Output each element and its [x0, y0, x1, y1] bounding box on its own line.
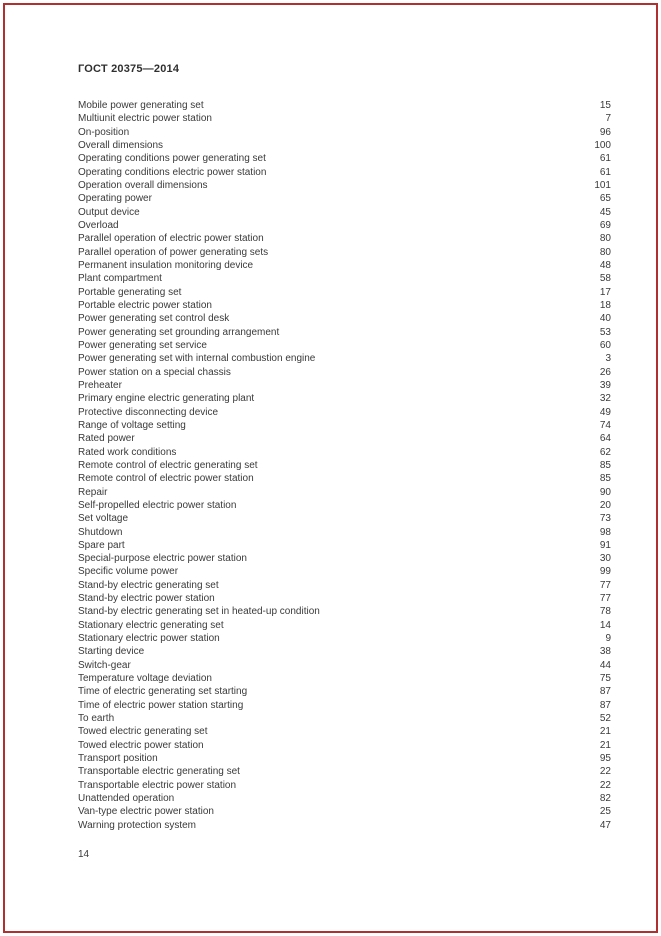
index-entry — [78, 579, 611, 592]
entry-term: Transportable electric generating set — [78, 766, 240, 778]
entry-number: 30 — [599, 553, 611, 565]
entry-number: 53 — [599, 326, 611, 338]
index-entry — [78, 126, 611, 139]
entry-number: 96 — [599, 126, 611, 138]
entry-term: Unattended operation — [78, 793, 175, 805]
document-title: ГОСТ 20375—2014 — [78, 63, 180, 75]
index-entry — [78, 739, 611, 752]
entry-term: Portable electric power station — [78, 299, 212, 311]
index-entry — [78, 819, 611, 832]
entry-number: 25 — [599, 806, 611, 818]
entry-term: Spare part — [78, 539, 125, 551]
entry-term: Stand-by electric generating set in heated-up condition — [78, 606, 320, 618]
entry-term: Operation overall dimensions — [78, 179, 208, 191]
entry-term: Shutdown — [78, 526, 123, 538]
entry-number: 78 — [599, 606, 611, 618]
entry-term: Special-purpose electric power station — [78, 553, 247, 565]
entry-number: 62 — [599, 446, 611, 458]
entry-term: Stand-by electric power station — [78, 593, 215, 605]
entry-number: 44 — [599, 659, 611, 671]
entry-number: 69 — [599, 219, 611, 231]
index-entry — [78, 632, 611, 645]
index-entry — [78, 366, 611, 379]
index-entry — [78, 779, 611, 792]
entry-number: 21 — [599, 726, 611, 738]
index-entry — [78, 99, 611, 112]
index-entry — [78, 752, 611, 765]
entry-term: Remote control of electric power station — [78, 473, 254, 485]
entry-term: Switch-gear — [78, 659, 131, 671]
entry-number: 85 — [599, 459, 611, 471]
index-entry — [78, 166, 611, 179]
entry-number: 77 — [599, 579, 611, 591]
entry-number: 80 — [599, 233, 611, 245]
index-entry — [78, 765, 611, 778]
entry-term: Overload — [78, 219, 119, 231]
entry-term: Preheater — [78, 379, 122, 391]
entry-number: 40 — [599, 313, 611, 325]
page-content — [78, 63, 611, 832]
entry-term: Stationary electric generating set — [78, 619, 224, 631]
entry-number: 60 — [599, 339, 611, 351]
index-entry — [78, 392, 611, 405]
index-entry — [78, 192, 611, 205]
entry-term: Output device — [78, 206, 140, 218]
entry-term: Protective disconnecting device — [78, 406, 219, 418]
entry-number: 58 — [599, 273, 611, 285]
entry-number: 90 — [599, 486, 611, 498]
index-entry — [78, 219, 611, 232]
entry-term: Time of electric generating set starting — [78, 686, 248, 698]
index-entry — [78, 379, 611, 392]
page-number: 14 — [78, 849, 90, 860]
entry-number: 85 — [599, 473, 611, 485]
entry-number: 77 — [599, 593, 611, 605]
entry-term: Overall dimensions — [78, 139, 164, 151]
entry-term: Plant compartment — [78, 273, 162, 285]
index-entry — [78, 246, 611, 259]
entry-term: To earth — [78, 713, 115, 725]
entry-term: Operating conditions power generating set — [78, 153, 266, 165]
index-entry — [78, 699, 611, 712]
entry-number: 9 — [605, 633, 611, 645]
entry-number: 21 — [599, 739, 611, 751]
entry-term: Portable generating set — [78, 286, 182, 298]
entry-number: 3 — [605, 353, 611, 365]
index-entry — [78, 605, 611, 618]
entry-number: 7 — [605, 113, 611, 125]
entry-term: Operating power — [78, 193, 152, 205]
entry-number: 48 — [599, 259, 611, 271]
entry-number: 61 — [599, 166, 611, 178]
entry-number: 91 — [599, 539, 611, 551]
entry-number: 73 — [599, 513, 611, 525]
index-entry — [78, 179, 611, 192]
entry-number: 39 — [599, 379, 611, 391]
entry-term: Warning protection system — [78, 819, 197, 831]
alphabetical-index-list — [78, 99, 611, 832]
index-entry — [78, 339, 611, 352]
entry-number: 74 — [599, 419, 611, 431]
index-entry — [78, 139, 611, 152]
index-entry — [78, 259, 611, 272]
index-entry — [78, 472, 611, 485]
index-entry — [78, 672, 611, 685]
entry-number: 65 — [599, 193, 611, 205]
index-entry — [78, 232, 611, 245]
index-entry — [78, 272, 611, 285]
index-entry — [78, 206, 611, 219]
entry-term: Starting device — [78, 646, 145, 658]
entry-term: Remote control of electric generating set — [78, 459, 258, 471]
index-entry — [78, 552, 611, 565]
index-entry — [78, 565, 611, 578]
entry-term: Range of voltage setting — [78, 419, 186, 431]
index-entry — [78, 112, 611, 125]
index-entry — [78, 512, 611, 525]
entry-term: Power generating set grounding arrangement — [78, 326, 280, 338]
index-entry — [78, 499, 611, 512]
index-entry — [78, 805, 611, 818]
index-entry — [78, 299, 611, 312]
entry-term: Power generating set control desk — [78, 313, 230, 325]
entry-number: 80 — [599, 246, 611, 258]
entry-number: 14 — [599, 619, 611, 631]
entry-number: 26 — [599, 366, 611, 378]
entry-number: 49 — [599, 406, 611, 418]
index-entry — [78, 419, 611, 432]
entry-number: 47 — [599, 819, 611, 831]
entry-number: 61 — [599, 153, 611, 165]
entry-term: Temperature voltage deviation — [78, 673, 212, 685]
entry-number: 45 — [599, 206, 611, 218]
index-entry — [78, 326, 611, 339]
entry-term: Parallel operation of electric power station — [78, 233, 264, 245]
entry-term: Permanent insulation monitoring device — [78, 259, 254, 271]
index-entry — [78, 645, 611, 658]
entry-number: 22 — [599, 779, 611, 791]
entry-term: Parallel operation of power generating sets — [78, 246, 269, 258]
index-entry — [78, 792, 611, 805]
entry-term: Stationary electric power station — [78, 633, 220, 645]
index-entry — [78, 459, 611, 472]
entry-term: Rated work conditions — [78, 446, 177, 458]
entry-number: 75 — [599, 673, 611, 685]
entry-number: 100 — [594, 139, 611, 151]
entry-number: 99 — [599, 566, 611, 578]
entry-term: Self-propelled electric power station — [78, 499, 237, 511]
index-entry — [78, 539, 611, 552]
entry-number: 87 — [599, 699, 611, 711]
entry-term: Stand-by electric generating set — [78, 579, 219, 591]
index-entry — [78, 406, 611, 419]
entry-number: 38 — [599, 646, 611, 658]
index-entry — [78, 592, 611, 605]
index-entry — [78, 712, 611, 725]
entry-term: Towed electric power station — [78, 739, 204, 751]
entry-term: Van-type electric power station — [78, 806, 214, 818]
index-entry — [78, 526, 611, 539]
entry-term: Power generating set with internal combustion engine — [78, 353, 316, 365]
index-entry — [78, 432, 611, 445]
index-entry — [78, 446, 611, 459]
entry-term: Rated power — [78, 433, 135, 445]
entry-term: Power generating set service — [78, 339, 207, 351]
index-entry — [78, 486, 611, 499]
entry-number: 98 — [599, 526, 611, 538]
entry-term: Repair — [78, 486, 108, 498]
entry-term: Towed electric generating set — [78, 726, 208, 738]
entry-number: 82 — [599, 793, 611, 805]
index-entry — [78, 312, 611, 325]
entry-term: Transport position — [78, 753, 158, 765]
entry-term: Time of electric power station starting — [78, 699, 244, 711]
entry-number: 52 — [599, 713, 611, 725]
index-entry — [78, 152, 611, 165]
entry-term: On-position — [78, 126, 130, 138]
entry-number: 32 — [599, 393, 611, 405]
index-entry — [78, 685, 611, 698]
entry-term: Primary engine electric generating plant — [78, 393, 255, 405]
entry-number: 17 — [599, 286, 611, 298]
index-entry — [78, 286, 611, 299]
entry-term: Specific volume power — [78, 566, 179, 578]
entry-term: Operating conditions electric power station — [78, 166, 267, 178]
entry-number: 18 — [599, 299, 611, 311]
entry-number: 87 — [599, 686, 611, 698]
entry-number: 15 — [599, 100, 611, 111]
entry-term: Multiunit electric power station — [78, 113, 212, 125]
entry-term: Mobile power generating set — [78, 100, 204, 111]
entry-number: 20 — [599, 499, 611, 511]
entry-number: 95 — [599, 753, 611, 765]
entry-number: 101 — [594, 179, 611, 191]
entry-term: Power station on a special chassis — [78, 366, 231, 378]
entry-term: Set voltage — [78, 513, 129, 525]
entry-number: 64 — [599, 433, 611, 445]
index-entry — [78, 619, 611, 632]
index-entry — [78, 725, 611, 738]
index-entry — [78, 659, 611, 672]
entry-number: 22 — [599, 766, 611, 778]
entry-term: Transportable electric power station — [78, 779, 237, 791]
index-entry — [78, 352, 611, 365]
